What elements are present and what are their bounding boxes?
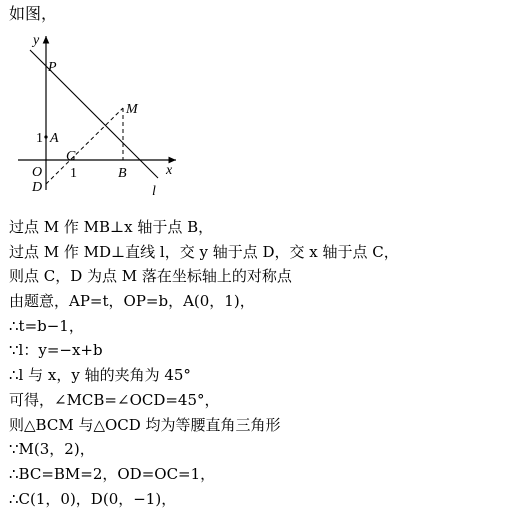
solution-line: ∵l：y=−x+b (9, 341, 103, 360)
solution-line: ∴C(1，0)，D(0，−1)， (9, 489, 177, 508)
label-a: A (50, 131, 59, 146)
solution-line: ∴t=b−1， (9, 316, 84, 335)
solution-line: ∵M(3，2)， (9, 440, 95, 459)
label-one-y: 1 (36, 131, 43, 146)
solution-line: 由题意，AP=t，OP=b，A(0，1)， (9, 292, 255, 311)
label-p: P (48, 60, 57, 75)
intro-text: 如图， (9, 4, 58, 23)
solution-line: 则点 C，D 为点 M 落在坐标轴上的对称点 (9, 267, 292, 286)
label-c: C (66, 149, 76, 164)
label-o: O (32, 165, 43, 180)
solution-line: ∴l 与 x，y 轴的夹角为 45° (9, 366, 191, 385)
label-d: D (32, 180, 43, 195)
solution-line: 过点 M 作 MB⊥x 轴于点 B， (9, 218, 214, 236)
label-one-x: 1 (70, 166, 77, 181)
point-a (44, 135, 47, 138)
label-x: x (166, 163, 173, 178)
coordinate-figure (0, 0, 531, 215)
solution-line: ∴BC=BM=2，OD=OC=1， (9, 464, 216, 483)
label-y: y (33, 33, 40, 48)
dashed-line-md (46, 108, 123, 184)
solution-line: 过点 M 作 MD⊥直线 l，交 y 轴于点 D，交 x 轴于点 C， (9, 242, 399, 261)
solution-line: 则△BCM 与△OCD 均为等腰直角三角形 (9, 415, 281, 434)
label-b: B (118, 166, 127, 181)
solution-line: 可得，∠MCB=∠OCD=45°， (9, 390, 220, 409)
solution-text (9, 215, 524, 511)
label-m: M (126, 102, 138, 117)
label-l: l (152, 184, 156, 199)
